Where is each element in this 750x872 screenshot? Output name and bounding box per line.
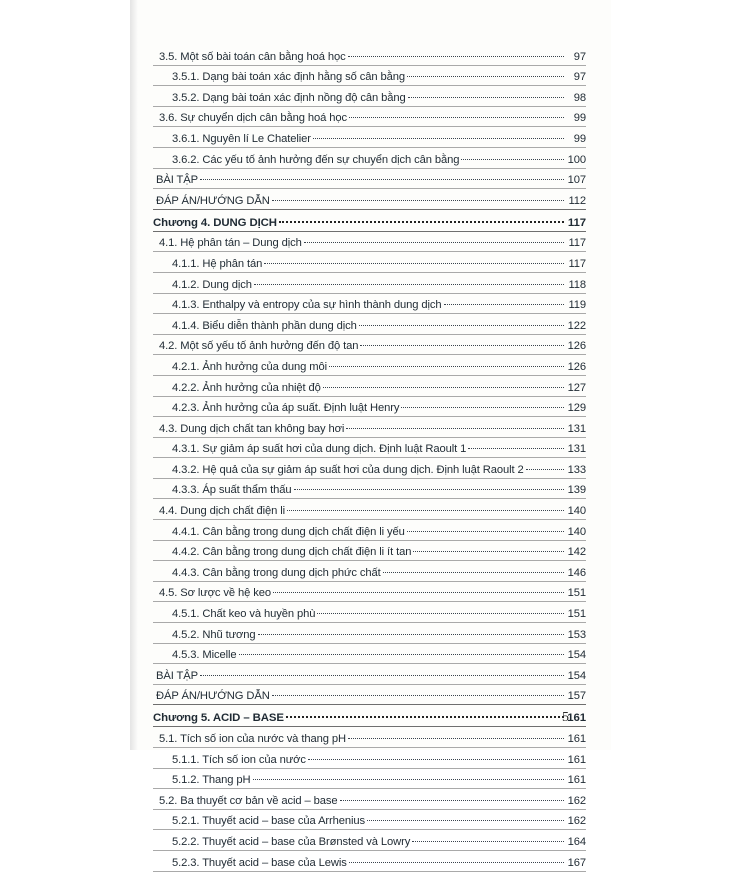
- dot-leader: [349, 116, 564, 118]
- dot-leader: [346, 427, 564, 429]
- toc-entry-page: 99: [573, 132, 586, 145]
- toc-entry-page: 146: [567, 566, 586, 579]
- toc-entry-title: BÀI TẬP: [156, 669, 198, 682]
- toc-entry-title: 4.5.3. Micelle: [172, 649, 237, 662]
- dot-leader: [413, 550, 564, 552]
- toc-entry-row: [153, 169, 586, 190]
- dot-leader: [264, 262, 564, 264]
- toc-entry-page: 107: [567, 174, 586, 187]
- toc-entry-row: [153, 851, 586, 872]
- toc-entry-row: [153, 273, 586, 294]
- toc-entry-title: 5.2. Ba thuyết cơ bản về acid – base: [159, 794, 338, 807]
- toc-entry-page: 151: [567, 608, 586, 621]
- toc-entry-row: [153, 232, 586, 253]
- toc-entry-page: 161: [567, 712, 586, 725]
- dot-leader: [329, 365, 564, 367]
- toc-entry-row: [153, 458, 586, 479]
- toc-entry-title: 4.3.3. Áp suất thẩm thấu: [172, 484, 292, 497]
- toc-entry-page: 117: [568, 257, 586, 270]
- dot-leader: [273, 591, 564, 593]
- toc-entry-title: 4.1.4. Biểu diễn thành phần dung dịch: [172, 319, 357, 332]
- toc-entry-title: 5.1.2. Thang pH: [172, 774, 251, 787]
- toc-entry-title: 3.6.2. Các yếu tố ảnh hưởng đến sự chuyển dịch cân bằng: [172, 153, 460, 166]
- toc-entry-title: 4.2. Một số yếu tố ảnh hưởng đến độ tan: [159, 340, 359, 353]
- dot-leader: [401, 406, 564, 408]
- toc-entry-page: 126: [567, 360, 586, 373]
- dot-leader: [272, 694, 564, 696]
- toc-entry-row: [153, 582, 586, 603]
- dot-leader: [408, 96, 564, 98]
- toc-entry-page: 154: [567, 669, 586, 682]
- toc-entry-page: 162: [567, 815, 586, 828]
- toc-entry-row: [153, 499, 586, 520]
- dot-leader: [348, 55, 564, 57]
- toc-entry-page: 126: [567, 340, 586, 353]
- toc-entry-page: 98: [573, 91, 586, 104]
- toc-entry-row: [153, 314, 586, 335]
- toc-entry-row: [153, 66, 586, 87]
- page-number: 5: [562, 710, 569, 725]
- toc-entry-title: 3.5.2. Dạng bài toán xác định nồng độ cân bằng: [172, 91, 406, 104]
- toc-entry-title: 4.3. Dung dịch chất tan không bay hơi: [159, 422, 345, 435]
- toc-entry-page: 129: [567, 402, 586, 415]
- toc-entry-title: Chương 4. DUNG DỊCH: [153, 216, 277, 229]
- toc-entry-title: 3.6.1. Nguyên lí Le Chatelier: [172, 132, 311, 145]
- dot-leader: [348, 737, 564, 739]
- dot-leader: [272, 199, 564, 201]
- dot-leader: [308, 758, 564, 760]
- toc-entry-page: 117: [568, 237, 586, 250]
- dot-leader: [407, 530, 564, 532]
- toc-entry-page: 154: [567, 649, 586, 662]
- toc-chapter-row: [153, 210, 586, 232]
- toc-entry-title: 4.4. Dung dịch chất điện li: [159, 505, 286, 518]
- toc-entry-row: [153, 685, 586, 706]
- toc-entry-page: 140: [567, 525, 586, 538]
- dot-leader: [200, 674, 564, 676]
- dot-leader: [286, 715, 564, 718]
- toc-entry-row: [153, 769, 586, 790]
- toc-entry-page: 99: [573, 112, 586, 125]
- toc-entry-page: 140: [567, 505, 586, 518]
- toc-entry-row: [153, 189, 586, 210]
- toc-entry-title: 4.1.3. Enthalpy và entropy của sự hình thành dung dịch: [172, 299, 442, 312]
- toc-entry-page: 112: [568, 194, 586, 207]
- toc-entry-page: 153: [567, 628, 586, 641]
- toc-entry-title: 3.5. Một số bài toán cân bằng hoá học: [159, 50, 346, 63]
- toc-entry-page: 162: [567, 794, 586, 807]
- toc-entry-page: 139: [567, 484, 586, 497]
- toc-entry-title: 3.5.1. Dạng bài toán xác định hằng số cân bằng: [172, 71, 406, 84]
- toc-entry-row: [153, 727, 586, 748]
- dot-leader: [200, 178, 564, 180]
- toc-entry-page: 133: [567, 463, 586, 476]
- toc-entry-page: 142: [567, 546, 586, 559]
- toc-entry-page: 164: [567, 835, 586, 848]
- dot-leader: [317, 612, 564, 614]
- toc-entry-page: 117: [567, 216, 586, 229]
- toc-entry-row: [153, 810, 586, 831]
- dot-leader: [279, 220, 564, 223]
- toc-entry-page: 100: [567, 153, 586, 166]
- toc-entry-row: [153, 127, 586, 148]
- toc-entry-page: 122: [567, 319, 586, 332]
- toc-entry-row: [153, 438, 586, 459]
- toc-entry-title: 5.1.1. Tích số ion của nước: [172, 753, 306, 766]
- toc-entry-row: [153, 664, 586, 685]
- toc-entry-row: [153, 355, 586, 376]
- toc-entry-row: [153, 294, 586, 315]
- dot-leader: [412, 840, 564, 842]
- toc-entry-page: 131: [567, 443, 586, 456]
- toc-entry-row: [153, 252, 586, 273]
- table-of-contents: [153, 45, 586, 872]
- toc-entry-row: [153, 86, 586, 107]
- toc-entry-row: [153, 541, 586, 562]
- toc-entry-title: 4.4.3. Cân bằng trong dung dịch phức chất: [172, 566, 381, 579]
- toc-entry-title: 4.5.2. Nhũ tương: [172, 628, 256, 641]
- dot-leader: [253, 778, 564, 780]
- toc-entry-title: 4.5.1. Chất keo và huyền phù: [172, 608, 316, 621]
- dot-leader: [360, 344, 564, 346]
- dot-leader: [349, 861, 564, 863]
- toc-entry-title: 4.4.2. Cân bằng trong dung dịch chất điện li ít tan: [172, 546, 412, 559]
- toc-entry-page: 118: [568, 278, 586, 291]
- toc-entry-title: 3.6. Sự chuyển dịch cân bằng hoá học: [159, 112, 347, 125]
- toc-entry-row: [153, 602, 586, 623]
- dot-leader: [444, 303, 564, 305]
- toc-entry-title: BÀI TẬP: [156, 174, 198, 187]
- dot-leader: [359, 324, 564, 326]
- toc-entry-row: [153, 335, 586, 356]
- toc-entry-page: 167: [567, 856, 586, 869]
- toc-entry-page: 131: [567, 422, 586, 435]
- toc-entry-title: 4.2.3. Ảnh hưởng của áp suất. Định luật Henry: [172, 402, 400, 415]
- dot-leader: [407, 75, 564, 77]
- toc-entry-page: 161: [567, 753, 586, 766]
- toc-entry-page: 151: [567, 587, 586, 600]
- dot-leader: [258, 633, 564, 635]
- toc-entry-page: 157: [567, 690, 586, 703]
- toc-entry-title: 5.2.1. Thuyết acid – base của Arrhenius: [172, 815, 366, 828]
- toc-entry-title: 4.4.1. Cân bằng trong dung dịch chất điện li yếu: [172, 525, 405, 538]
- dot-leader: [461, 158, 564, 160]
- toc-entry-title: 4.1.1. Hệ phân tán: [172, 257, 263, 270]
- dot-leader: [294, 488, 565, 490]
- toc-entry-title: 5.1. Tích số ion của nước và thang pH: [159, 733, 346, 745]
- dot-leader: [526, 468, 564, 470]
- dot-leader: [383, 571, 564, 573]
- toc-entry-row: [153, 520, 586, 541]
- toc-entry-title: Chương 5. ACID – BASE: [153, 712, 284, 725]
- toc-entry-title: ĐÁP ÁN/HƯỚNG DẪN: [156, 194, 270, 207]
- toc-entry-row: [153, 561, 586, 582]
- toc-entry-title: 4.2.1. Ảnh hưởng của dung môi: [172, 360, 327, 373]
- dot-leader: [323, 386, 564, 388]
- toc-entry-title: 4.1.2. Dung dịch: [172, 278, 252, 291]
- toc-entry-title: 4.5. Sơ lược về hệ keo: [159, 587, 272, 600]
- toc-entry-row: [153, 479, 586, 500]
- dot-leader: [468, 447, 564, 449]
- toc-entry-page: 97: [573, 71, 586, 84]
- toc-entry-row: [153, 623, 586, 644]
- dot-leader: [239, 653, 564, 655]
- toc-entry-row: [153, 148, 586, 169]
- toc-entry-row: [153, 376, 586, 397]
- dot-leader: [304, 241, 564, 243]
- toc-entry-title: 4.3.2. Hệ quả của sự giảm áp suất hơi của dung dịch. Định luật Raoult 2: [172, 463, 524, 476]
- toc-entry-row: [153, 107, 586, 128]
- toc-entry-page: 161: [567, 774, 586, 787]
- toc-entry-row: [153, 748, 586, 769]
- toc-entry-row: [153, 789, 586, 810]
- toc-entry-row: [153, 830, 586, 851]
- toc-entry-row: [153, 417, 586, 438]
- toc-entry-page: 119: [568, 299, 586, 312]
- toc-entry-title: 5.2.3. Thuyết acid – base của Lewis: [172, 856, 347, 869]
- toc-entry-row: [153, 644, 586, 665]
- toc-entry-title: 4.1. Hệ phân tán – Dung dịch: [159, 237, 302, 250]
- dot-leader: [313, 137, 564, 139]
- toc-entry-title: 5.2.2. Thuyết acid – base của Brønsted và Lowry: [172, 835, 411, 848]
- toc-entry-page: 97: [573, 50, 586, 63]
- toc-entry-title: 4.3.1. Sự giảm áp suất hơi của dung dịch. Định luật Raoult 1: [172, 443, 467, 456]
- toc-entry-page: 161: [567, 733, 586, 745]
- toc-entry-title: 4.2.2. Ảnh hưởng của nhiệt độ: [172, 381, 321, 394]
- toc-chapter-row: [153, 705, 586, 727]
- toc-entry-row: [153, 45, 586, 66]
- dot-leader: [367, 819, 564, 821]
- dot-leader: [287, 509, 564, 511]
- toc-entry-row: [153, 397, 586, 418]
- dot-leader: [254, 283, 564, 285]
- dot-leader: [340, 799, 564, 801]
- page-binding-shadow: [130, 0, 138, 750]
- toc-entry-title: ĐÁP ÁN/HƯỚNG DẪN: [156, 690, 270, 703]
- toc-entry-page: 127: [567, 381, 586, 394]
